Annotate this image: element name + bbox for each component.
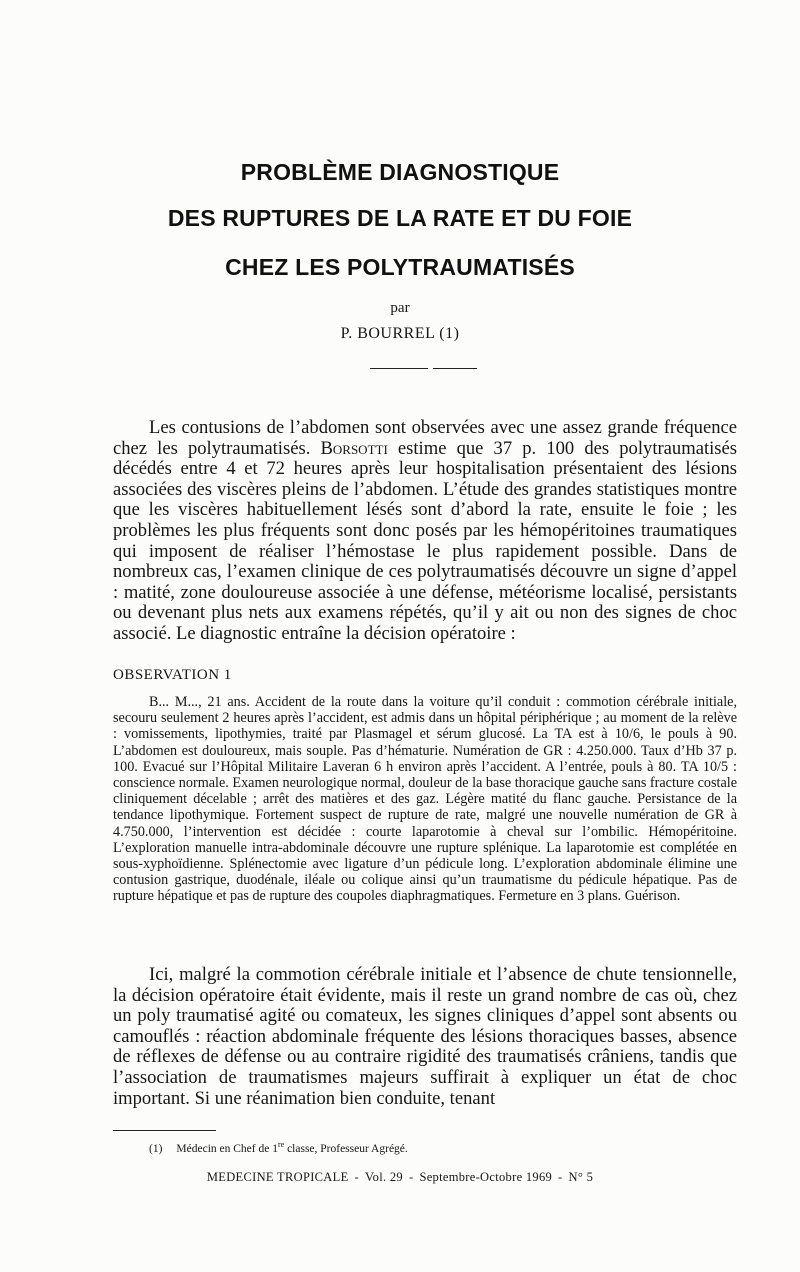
journal-footer <box>0 1170 800 1185</box>
journal-volume: Vol. 29 <box>364 1170 403 1184</box>
byline-par: par <box>390 300 410 316</box>
intro-text-part-2: estime que 37 p. 100 des polytraumatisés décédés entre 4 et 72 heures après leur hospitalisation présentaient des lésions associées des viscères pleins de l’abdomen. L’étude des grandes statistiques montre que les viscères habituellement lésés sont d’abord la rate, ensuite le foie ; les problèmes les plus fréquents sont donc posés par les hémopéritoines traumatiques qui imposent de réaliser l’hémostase le plus rapidement possible. Dans de nombreux cas, l’examen clinique de ces polytraumatisés découvre un signe d’appel : matité, zone douloureuse associée à une défense, météorisme localisé, persistants ou devenant plus nets aux examens répétés, qu’il y ait ou non des signes de choc associé. Le diagnostic entraîne la décision opératoire : <box>113 437 738 644</box>
footer-separator: - <box>408 1170 414 1184</box>
article-title-line-2: DES RUPTURES DE LA RATE ET DU FOIE <box>167 205 633 231</box>
intro-text-part-1: Les contusions de l’abdomen sont observées avec une assez grande fréquence chez les polytraumatisés. <box>113 417 737 459</box>
author-name: P. BOURREL (1) <box>340 325 460 342</box>
footnote-rule <box>113 1130 216 1131</box>
footnote-text: Médecin en Chef de 1 <box>176 1142 278 1155</box>
title-separator-rule <box>370 368 428 369</box>
title-separator-rule-short <box>433 368 477 369</box>
article-title-line-1: PROBLÈME DIAGNOSTIQUE <box>240 159 560 185</box>
footer-separator: - <box>558 1170 563 1184</box>
intro-paragraph <box>113 418 737 645</box>
cited-author-name: Borsotti <box>320 437 388 459</box>
footer-separator: - <box>354 1170 359 1184</box>
discussion-paragraph: Ici, malgré la commotion cérébrale initiale et l’absence de chute tensionnelle, la décision opératoire était évidente, mais il reste un grand nombre de cas où, chez un poly traumatisé agité ou comateux, les signes cliniques d’appel sont absents ou camouflés : réaction abdominale fréquente des lésions thoraciques basses, absence de réflexes de défense ou au contraire rigidité des traumatisés crâniens, tandis que l’association de traumatismes majeurs suffirait à expliquer un état de choc important. Si une réanimation bien conduite, tenant <box>113 964 737 1109</box>
footnote-superscript: re <box>277 1140 285 1149</box>
journal-name: MEDECINE TROPICALE <box>206 1170 349 1184</box>
footnote-marker: (1) <box>149 1142 163 1155</box>
observation-heading: OBSERVATION 1 <box>113 667 232 683</box>
footnote <box>149 1140 408 1155</box>
observation-text: B... M..., 21 ans. Accident de la route dans la voiture qu’il conduit : commotion cérébrale initiale, secouru seulement 2 heures après l’accident, est admis dans un hôpital périphérique ; au moment de la relève : vomissements, lipothymies, traité par Plasmagel et sérum glucosé. La TA est à 10/6, le pouls à 90. L’abdomen est douloureux, mais souple. Pas d’hématurie. Numération de GR : 4.250.000. Taux d’Hb 37 p. 100. Evacué sur l’Hôpital Militaire Laveran 6 h environ après l’accident. A l’entrée, pouls à 80. TA 10/5 : conscience normale. Examen neurologique normal, douleur de la base thoracique gauche sans fracture costale cliniquement décelable ; arrêt des matières et des gaz. Légère matité du flanc gauche. Persistance de la tendance lipothymique. Fortement suspect de rupture de rate, malgré une nouvelle numération de GR à 4.750.000, l’intervention est décidée : courte laparotomie à cheval sur l’ombilic. Hémopéritoine. L’exploration manuelle intra-abdominale découvre une rupture splénique. La laparotomie est complétée en sous-xyphoïdienne. Splénectomie avec ligature d’un pédicule long. L’exploration abdominale élimine une contusion gastrique, duodénale, iléale ou colique ainsi qu’un traumatisme du pédicule hépatique. Pas de rupture hépatique et pas de rupture des coupoles diaphragmatiques. Fermeture en 3 plans. Guérison. <box>113 694 737 905</box>
journal-issue-number: N° 5 <box>568 1170 594 1184</box>
journal-period: Septembre-Octobre 1969 <box>419 1170 553 1184</box>
footnote-text-end: classe, Professeur Agrégé. <box>284 1142 408 1155</box>
article-title-line-3: CHEZ LES POLYTRAUMATISÉS <box>225 254 575 280</box>
